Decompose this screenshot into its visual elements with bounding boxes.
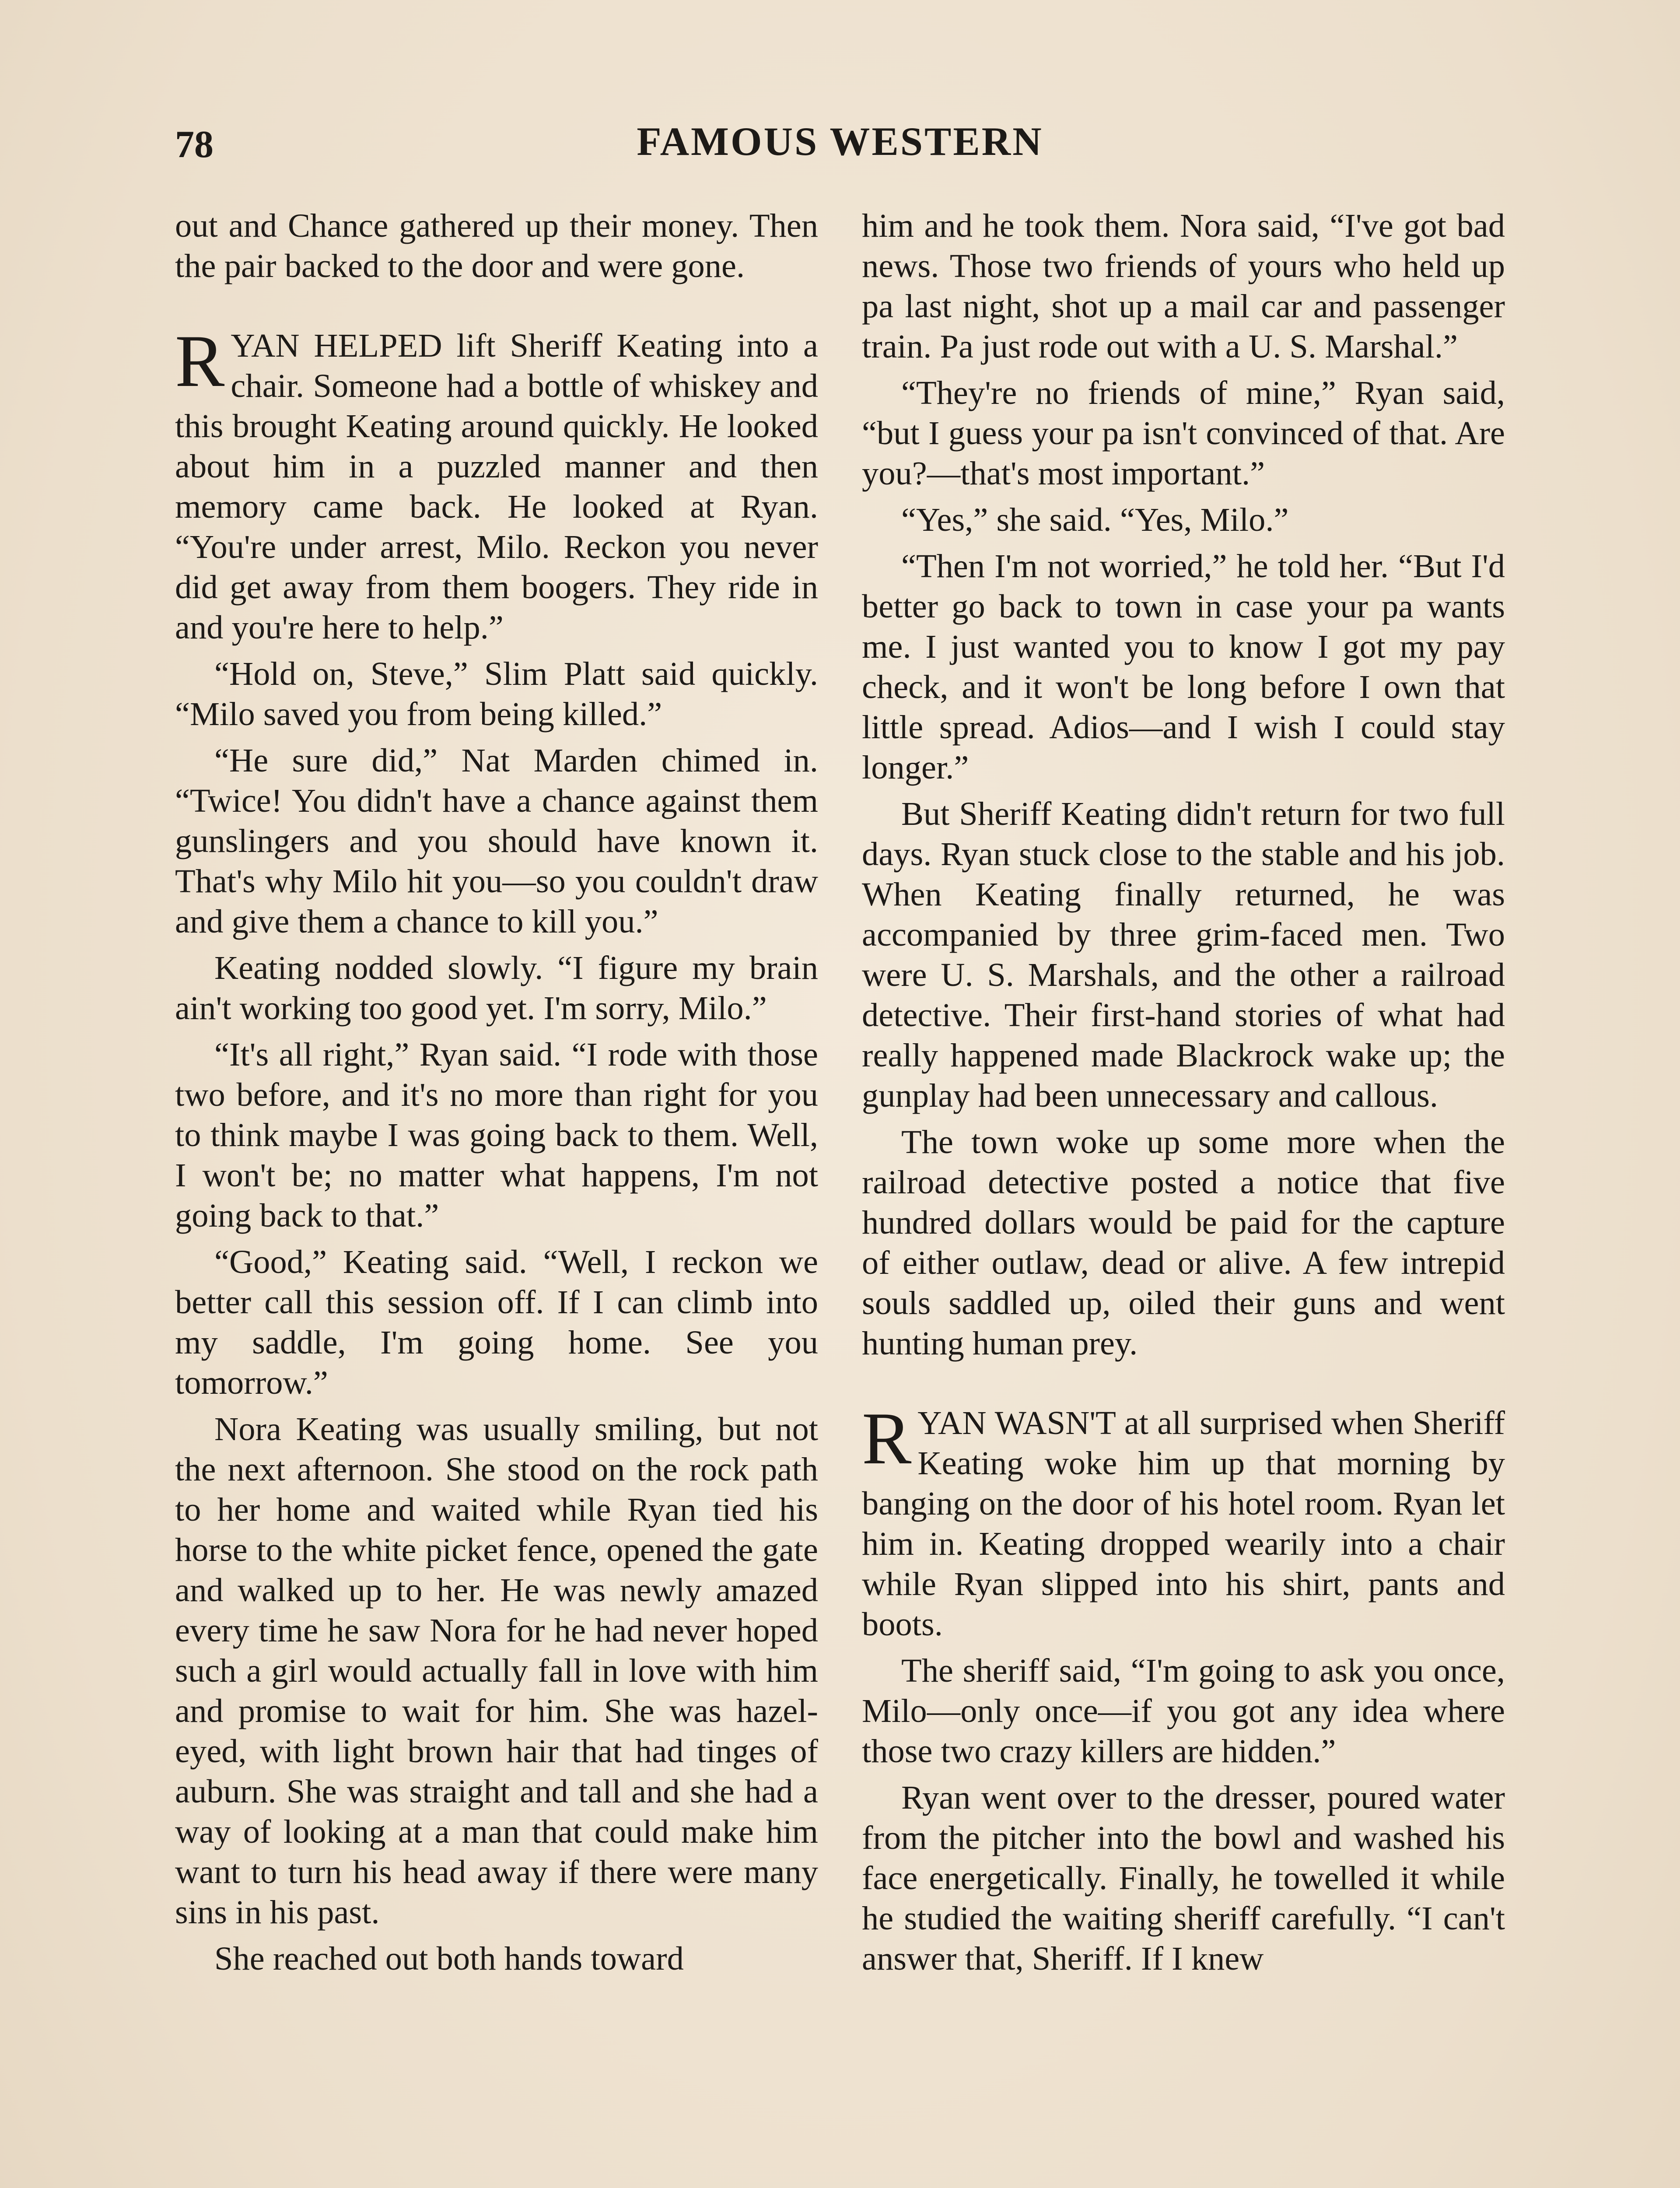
paragraph: “It's all right,” Ryan said. “I rode with those two before, and it's no more than right for you to think maybe I was going back to them. Well, I won't be; no matter what happens, I'm not going back to that.” bbox=[175, 1036, 818, 1234]
paragraph: She reached out both hands toward bbox=[214, 1940, 684, 1977]
page-number: 78 bbox=[175, 123, 214, 166]
page-header bbox=[175, 118, 1505, 179]
paragraph: But Sheriff Keating didn't return for two full days. Ryan stuck close to the stable and his job. When Keating finally returned, he was accompanied by three grim-faced men. Two were U. S. Marshals, and the other a railroad detective. Their first-hand stories of what had really happened made Blackrock wake up; the gunplay had been unnecessary and callous. bbox=[862, 795, 1505, 1114]
drop-cap: R bbox=[175, 320, 225, 402]
paragraph: The sheriff said, “I'm going to ask you once, Milo—only once—if you got any idea where those two crazy killers are hidden.” bbox=[862, 1652, 1505, 1770]
paragraph: The town woke up some more when the railroad detective posted a notice that five hundred dollars would be paid for the capture of either outlaw, dead or alive. A few intrepid souls saddled up, oiled their guns and went hunting human prey. bbox=[862, 1123, 1505, 1362]
drop-cap: R bbox=[862, 1397, 912, 1480]
running-title: FAMOUS WESTERN bbox=[637, 119, 1043, 164]
paragraph: him and he took them. Nora said, “I've got bad news. Those two friends of yours who held up pa last night, shot up a mail car and passenger train. Pa just rode out with a U. S. Marshal.” bbox=[862, 207, 1505, 365]
section-start-paragraph bbox=[862, 1397, 1505, 1645]
paragraph: Ryan went over to the dresser, poured water from the pitcher into the bowl and washed his face energetically. Finally, he towelled it while he studied the waiting sheriff carefully. “I can't answer that, Sheriff. If I knew bbox=[862, 1779, 1505, 1977]
paragraph: “He sure did,” Nat Marden chimed in. “Twice! You didn't have a chance against them gunslingers and you should have known it. That's why Milo hit you—so you couldn't draw and give them a chance to kill you.” bbox=[175, 742, 818, 940]
section-start-paragraph bbox=[175, 320, 818, 648]
paragraph-text: YAN WASN'T at all surprised when Sheriff Keating woke him up that morning by banging on the door of his hotel room. Ryan let him in. Keating dropped wearily into a chair while Ryan slipped into his shirt, pants and boots. bbox=[862, 1404, 1505, 1643]
paragraph: Keating nodded slowly. “I figure my brain ain't working too good yet. I'm sorry, Milo.” bbox=[175, 949, 818, 1027]
paragraph-text: YAN HELPED lift Sheriff Keating into a chair. Someone had a bottle of whiskey and this brought Keating around quickly. He looked about him in a puzzled manner and then memory came back. He looked at Ryan. “You're under arrest, Milo. Reckon you never did get away from them boogers. They ride in and you're here to help.” bbox=[175, 327, 818, 646]
paragraph: “Yes,” she said. “Yes, Milo.” bbox=[901, 501, 1289, 538]
paragraph: Nora Keating was usually smiling, but not the next afternoon. She stood on the rock path to her home and waited while Ryan tied his horse to the white picket fence, opened the gate and walked up to her. He was newly amazed every time he saw Nora for he had never hoped such a girl would actually fall in love with him and promise to wait for him. She was hazel-eyed, with light brown hair that had tinges of auburn. She was straight and tall and she had a way of looking at a man that could make him want to turn his head away if there were many sins in his past. bbox=[175, 1410, 818, 1931]
left-column bbox=[175, 206, 818, 1979]
paragraph: “They're no friends of mine,” Ryan said, “but I guess your pa isn't convinced of that. Are you?—that's most important.” bbox=[862, 374, 1505, 492]
right-column bbox=[862, 206, 1505, 1979]
paragraph: “Good,” Keating said. “Well, I reckon we better call this session off. If I can climb into my saddle, I'm going home. See you tomorrow.” bbox=[175, 1243, 818, 1401]
paragraph: “Hold on, Steve,” Slim Platt said quickly. “Milo saved you from being killed.” bbox=[175, 655, 818, 733]
paragraph: “Then I'm not worried,” he told her. “But I'd better go back to town in case your pa wants me. I just wanted you to know I got my pay check, and it won't be long before I own that little spread. Adios—and I wish I could stay longer.” bbox=[862, 547, 1505, 786]
paragraph: out and Chance gathered up their money. Then the pair backed to the door and were gone. bbox=[175, 207, 818, 284]
